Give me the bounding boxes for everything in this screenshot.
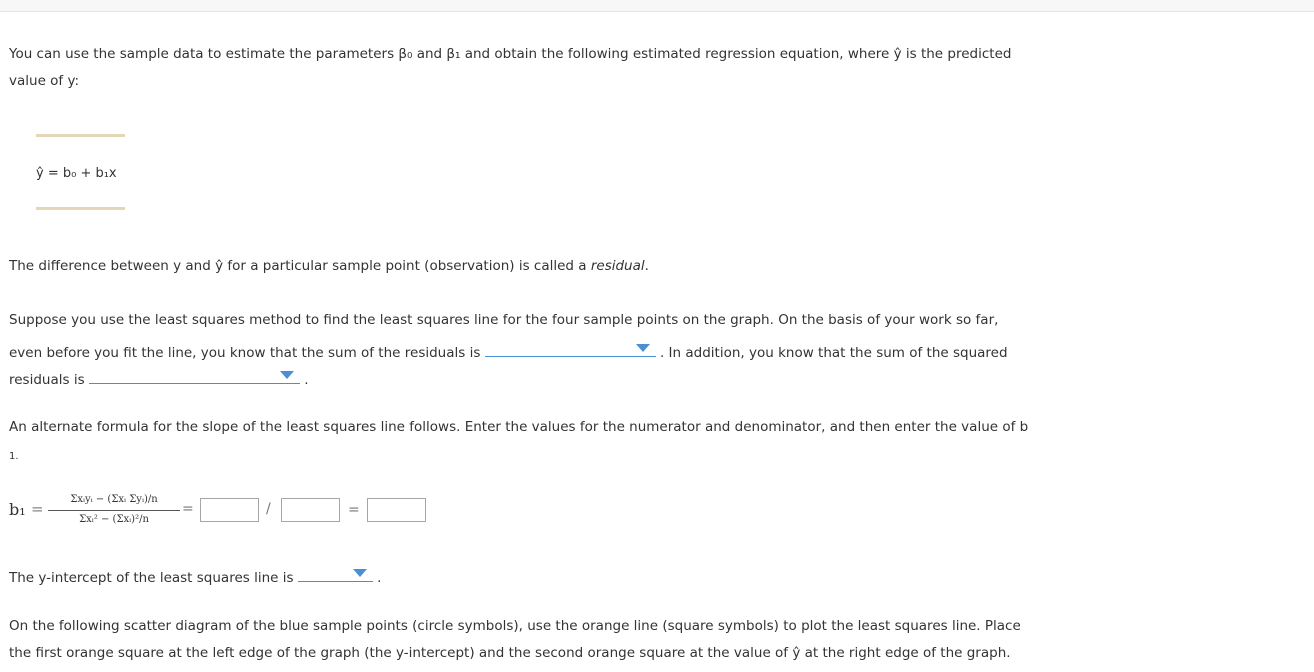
scatter-instructions-line-2: the first orange square at the left edge of the graph (the y-intercept) and the second orange square at the value of ŷ at the right edge of the graph. bbox=[9, 645, 1011, 661]
slope-intro-line-1: An alternate formula for the slope of the least squares line follows. Enter the values for the numerator and denominator, and then enter the value of b bbox=[9, 419, 1029, 435]
formula-equals: = bbox=[182, 501, 194, 517]
equation-bottom-rule bbox=[36, 207, 125, 210]
intro-line-1: You can use the sample data to estimate the parameters β₀ and β₁ and obtain the following estimated regression equation, where ŷ is the predicted bbox=[9, 46, 1012, 62]
regression-equation: ŷ = b₀ + b₁x bbox=[36, 166, 117, 181]
residual-definition-text: The difference between y and ŷ for a particular sample point (observation) is called a bbox=[9, 258, 587, 274]
denominator-input[interactable] bbox=[281, 498, 340, 522]
least-squares-line-3: residuals is . bbox=[9, 366, 309, 388]
sum-residuals-dropdown[interactable] bbox=[485, 339, 656, 357]
divide-sign: / bbox=[266, 501, 271, 517]
residual-term: residual bbox=[590, 258, 645, 274]
equation-top-rule bbox=[36, 134, 125, 137]
residual-definition: The difference between y and ŷ for a particular sample point (observation) is called a residual. bbox=[9, 258, 649, 274]
least-squares-line-2-pre: even before you fit the line, you know that the sum of the residuals is bbox=[9, 345, 481, 361]
slope-subscript: 1 bbox=[9, 451, 16, 462]
chevron-down-icon bbox=[636, 344, 650, 352]
slope-value-input[interactable] bbox=[367, 498, 426, 522]
intercept-line: The y-intercept of the least squares line is . bbox=[9, 564, 381, 586]
least-squares-line-1: Suppose you use the least squares method to find the least squares line for the four sample points on the graph. On the basis of your work so far, bbox=[9, 312, 999, 328]
b1-equals: = bbox=[31, 500, 44, 518]
result-equals: = bbox=[348, 502, 360, 518]
least-squares-line-3-pre: residuals is bbox=[9, 372, 85, 388]
top-bar bbox=[0, 0, 1314, 12]
scatter-instructions-line-1: On the following scatter diagram of the blue sample points (circle symbols), use the orange line (square symbols) to plot the least squares line. Place bbox=[9, 618, 1021, 634]
slope-numerator: Σxᵢyᵢ − (Σxᵢ Σyᵢ)/n bbox=[70, 494, 158, 505]
intercept-dropdown[interactable] bbox=[298, 564, 373, 582]
numerator-input[interactable] bbox=[200, 498, 259, 522]
intro-line-2: value of y: bbox=[9, 73, 80, 89]
slope-denominator: Σxᵢ² − (Σxᵢ)²/n bbox=[79, 514, 149, 525]
intercept-text: The y-intercept of the least squares line is bbox=[9, 570, 294, 586]
sum-squared-residuals-dropdown[interactable] bbox=[89, 366, 300, 384]
chevron-down-icon bbox=[280, 371, 294, 379]
least-squares-line-2-post: . In addition, you know that the sum of the squared bbox=[659, 345, 1008, 361]
chevron-down-icon bbox=[353, 569, 367, 577]
slope-intro-line-2: 1. bbox=[9, 451, 19, 462]
least-squares-line-2 bbox=[9, 339, 1008, 361]
b1-label: b₁ bbox=[9, 500, 26, 519]
fraction-bar bbox=[48, 510, 180, 511]
